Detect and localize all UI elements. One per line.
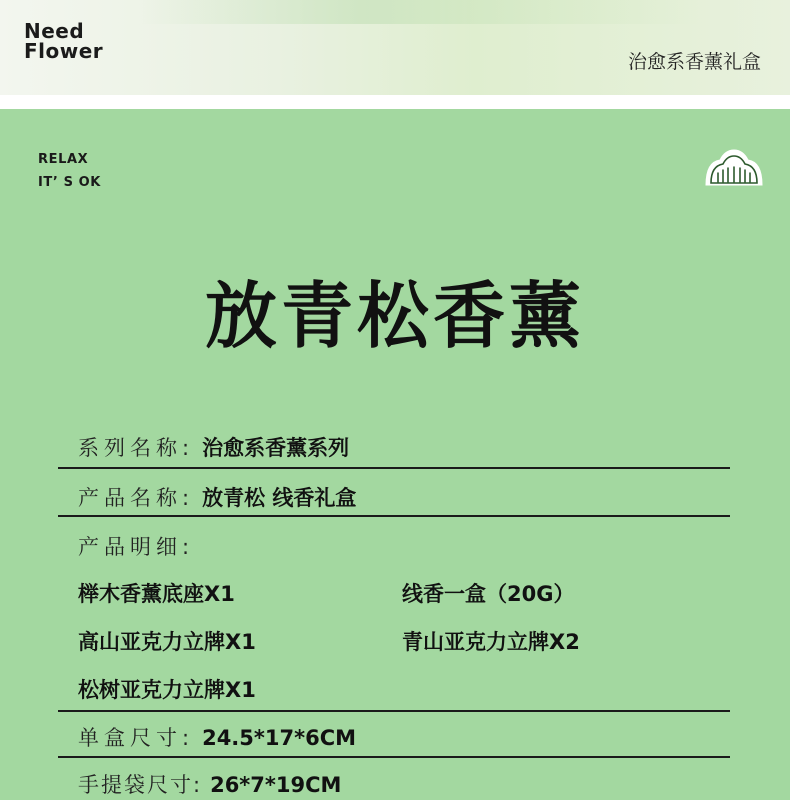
brand-logo-line2: Flower [24, 39, 104, 63]
brand-logo-line1: Need [24, 19, 85, 43]
detail-item: 青山亚克力立牌X2 [402, 630, 580, 654]
bag-size-label: 手提袋尺寸: [78, 773, 203, 797]
tagline-line2: IT’ S OK [38, 175, 101, 190]
name-label: 产品名称: [78, 486, 195, 510]
detail-item: 榉木香薰底座X1 [78, 582, 235, 606]
spec-row-name [78, 482, 356, 512]
spec-row-box-size [78, 722, 356, 752]
product-title: 放青松香薰 [204, 273, 585, 358]
divider-line [58, 756, 730, 758]
series-value: 治愈系香薰系列 [202, 436, 350, 460]
spec-row-details [78, 531, 194, 561]
detail-item: 松树亚克力立牌X1 [78, 678, 256, 702]
detail-item: 线香一盒（20G） [402, 582, 575, 606]
header-divider [0, 95, 790, 109]
divider-line [58, 710, 730, 712]
detail-item: 高山亚克力立牌X1 [78, 630, 256, 654]
divider-line [58, 467, 730, 469]
name-value: 放青松 线香礼盒 [202, 486, 357, 510]
tagline-line1: RELAX [38, 152, 89, 167]
box-size-value: 24.5*17*6CM [202, 726, 356, 750]
box-size-label: 单盒尺寸: [78, 726, 195, 750]
details-label: 产品明细: [78, 535, 195, 559]
divider-line [58, 515, 730, 517]
tagline [38, 148, 101, 194]
spec-row-series [78, 432, 349, 462]
bag-size-value: 26*7*19CM [210, 773, 342, 797]
series-label: 系列名称: [78, 436, 195, 460]
header-title: 治愈系香薰礼盒 [627, 51, 761, 73]
brand-logo [24, 21, 103, 61]
spec-row-bag-size [78, 769, 341, 799]
shell-fan-icon [703, 148, 765, 188]
